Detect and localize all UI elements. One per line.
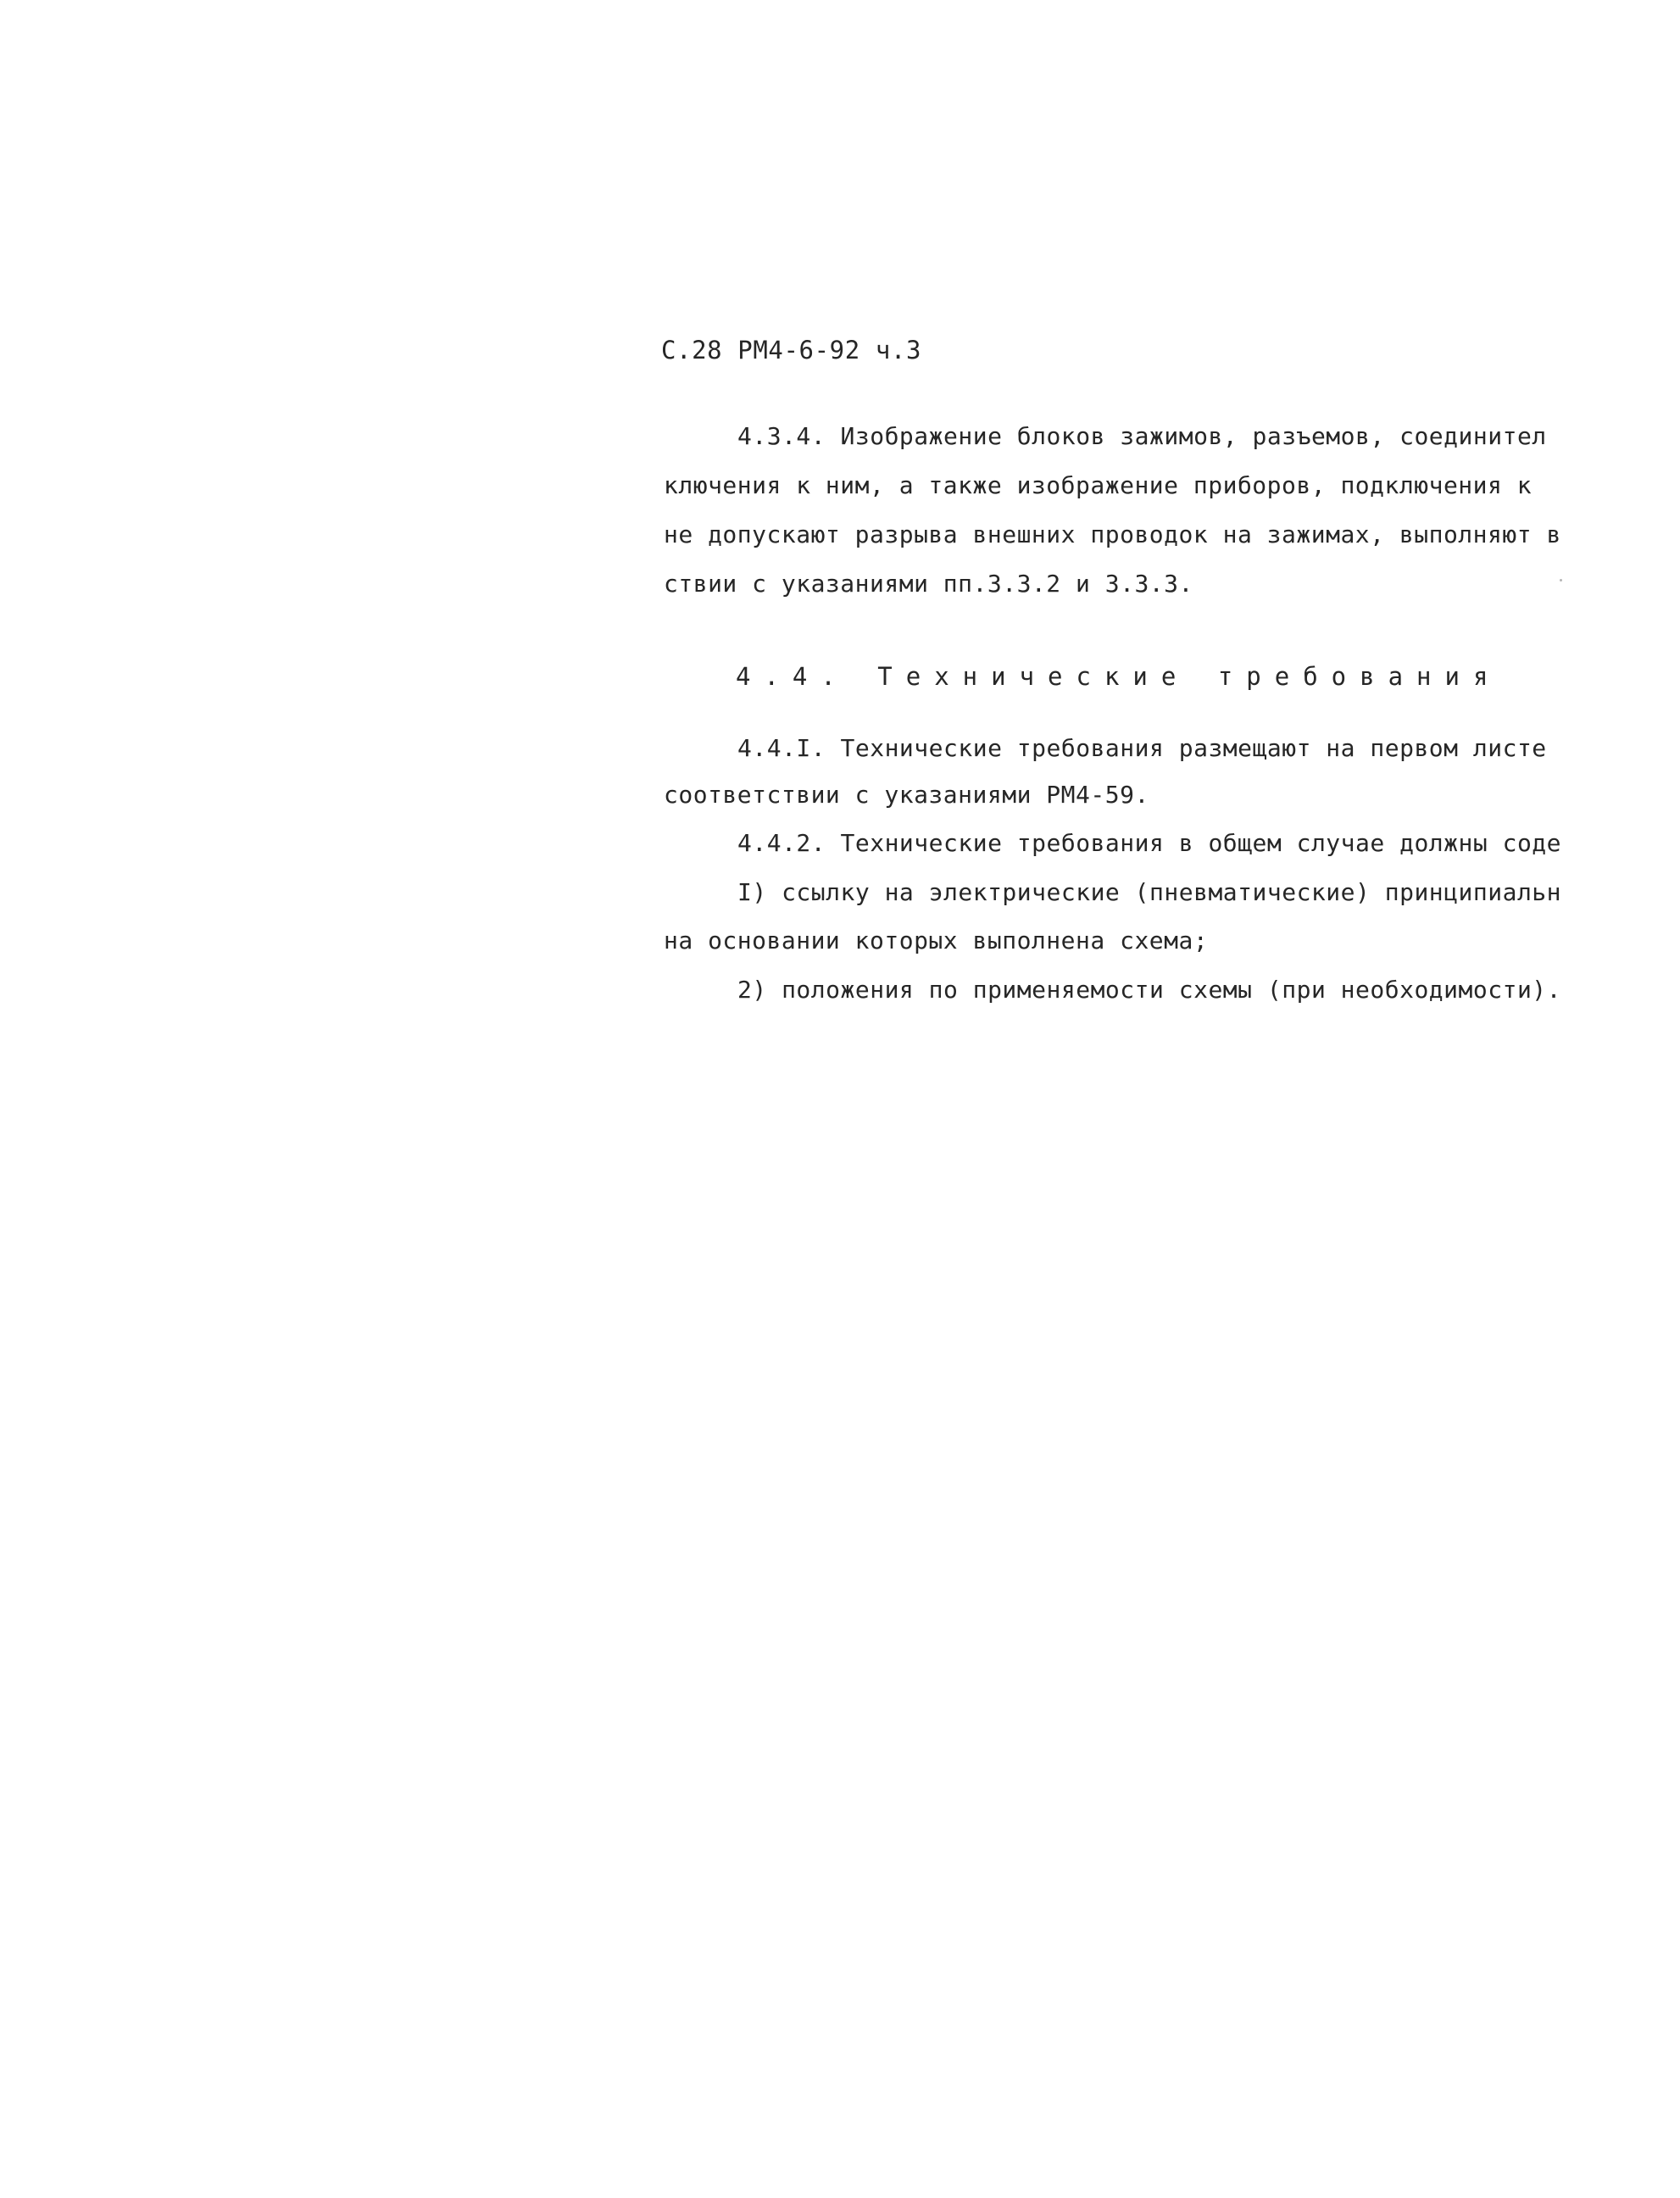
- list-item-1-line-2: на основании которых выполнена схема;: [664, 926, 1209, 954]
- paragraph-4-4-1-line-1: 4.4.I. Технические требования размещают на первом листе: [737, 734, 1547, 762]
- list-item-1-line-1: I) ссылку на электрические (пневматические) принципиальн: [737, 878, 1562, 906]
- list-item-2-line-1: 2) положения по применяемости схемы (при необходимости).: [737, 976, 1562, 1004]
- paragraph-4-3-4-line-4: ствии с указаниями пп.3.3.2 и 3.3.3.: [664, 570, 1193, 598]
- paragraph-4-3-4-line-2: ключения к ним, а также изображение приборов, подключения к: [664, 471, 1533, 499]
- paragraph-4-4-2-line-1: 4.4.2. Технические требования в общем случае должны соде: [737, 829, 1562, 857]
- scan-speck: [1560, 579, 1562, 581]
- paragraph-4-4-1-line-2: соответствии с указаниями РМ4-59.: [664, 781, 1149, 809]
- paragraph-4-3-4-line-3: не допускают разрыва внешних проводок на зажимах, выполняют в: [664, 520, 1561, 548]
- section-4-4-title: 4.4. Технические требования: [736, 662, 1502, 691]
- page-header: С.28 РМ4-6-92 ч.3: [661, 336, 922, 364]
- paragraph-4-3-4-line-1: 4.3.4. Изображение блоков зажимов, разъемов, соединител: [737, 422, 1547, 450]
